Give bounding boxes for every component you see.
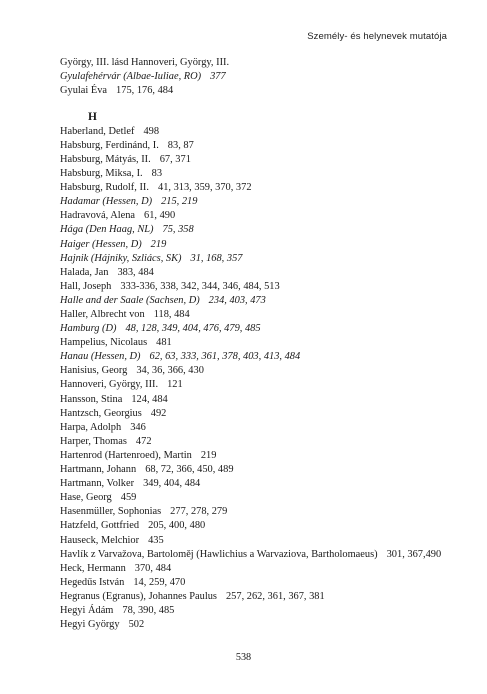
index-entry (60, 308, 460, 322)
index-entry (60, 181, 460, 195)
entry-name: Hauseck, Melchior (60, 534, 140, 546)
entry-pages: 34, 36, 366, 430 (136, 365, 204, 377)
index-entry (60, 322, 460, 336)
section-letter: H (88, 111, 97, 124)
index-entry (60, 576, 460, 590)
entry-pages: 41, 313, 359, 370, 372 (158, 182, 252, 194)
index-entry (60, 477, 460, 491)
index-entry (60, 167, 460, 181)
entry-pages: 301, 367,490 (386, 548, 442, 560)
entry-pages: 481 (156, 337, 172, 349)
index-entry (60, 421, 460, 435)
entry-name: Hadamar (Hessen, D) (60, 196, 153, 208)
index-entry (60, 84, 460, 98)
entry-name: Hantzsch, Georgius (60, 407, 142, 419)
entry-pages: 377 (210, 71, 226, 83)
entry-pages: 383, 484 (117, 266, 154, 278)
index-entry (60, 393, 460, 407)
index-entry (60, 238, 460, 252)
entry-name: Hansson, Stina (60, 393, 123, 405)
index-entry (60, 449, 460, 463)
index-column (60, 56, 460, 632)
entry-name: Habsburg, Rudolf, II. (60, 182, 149, 194)
entry-pages: 205, 400, 480 (148, 520, 206, 532)
index-entry (60, 336, 460, 350)
entry-pages: 215, 219 (161, 196, 198, 208)
entry-name: Hajnik (Hájniky, Szliács, SK) (60, 252, 182, 264)
pre-entries (60, 56, 460, 98)
index-entry (60, 491, 460, 505)
index-entry (60, 364, 460, 378)
page-number: 538 (235, 652, 252, 663)
index-entry (60, 378, 460, 392)
entry-name: Hadravová, Alena (60, 210, 136, 222)
entry-name: Harpa, Adolph (60, 421, 122, 433)
entry-pages: 219 (150, 238, 167, 250)
entry-pages: 124, 484 (131, 393, 168, 405)
entry-name: Halada, Jan (60, 266, 109, 278)
index-entry (60, 223, 460, 237)
index-entry (60, 604, 460, 618)
entry-pages: 83, 87 (167, 139, 194, 151)
entry-name: Hegyi Ádám (60, 604, 114, 616)
entry-name: Hall, Joseph (60, 280, 112, 292)
entry-pages: 370, 484 (134, 562, 172, 574)
index-entry (60, 195, 460, 209)
entry-pages: 502 (128, 619, 145, 631)
entry-pages: 257, 262, 361, 367, 381 (225, 590, 325, 602)
index-entry (60, 70, 460, 84)
entry-pages: 234, 403, 473 (208, 294, 266, 306)
index-entry (60, 294, 460, 308)
index-entry (60, 139, 460, 153)
entry-name: Hannoveri, György, III. (60, 379, 159, 391)
entry-pages: 31, 168, 357 (190, 252, 243, 264)
index-entry (60, 435, 460, 449)
index-entry (60, 252, 460, 266)
entry-pages: 61, 490 (144, 210, 176, 222)
entry-pages: 175, 176, 484 (116, 85, 174, 97)
entry-name: Habsburg, Miksa, I. (60, 168, 143, 180)
index-entry (60, 266, 460, 280)
entry-name: Hartmann, Johann (60, 464, 137, 476)
entry-pages: 68, 72, 366, 450, 489 (145, 464, 234, 476)
section-gap (60, 98, 460, 110)
entry-name: Hegyi György (60, 619, 120, 631)
running-head: Személy- és helynevek mutatója (307, 31, 447, 42)
entry-name: Halle and der Saale (Sachsen, D) (60, 294, 200, 306)
entry-name: Hága (Den Haag, NL) (60, 224, 154, 236)
entry-pages: 492 (150, 407, 167, 419)
index-entry (60, 519, 460, 533)
entry-pages: 498 (143, 125, 160, 137)
entry-name: Haller, Albrecht von (60, 309, 145, 320)
entry-pages: 459 (120, 492, 137, 504)
entry-name: Hartenrod (Hartenroed), Martin (60, 449, 192, 461)
entry-pages: 48, 128, 349, 404, 476, 479, 485 (125, 323, 261, 335)
entry-name: Harper, Thomas (60, 435, 127, 447)
entry-name: Habsburg, Mátyás, II. (60, 153, 151, 165)
index-entry (60, 548, 460, 562)
entry-pages: 435 (148, 534, 164, 546)
entry-name: Hegranus (Egranus), Johannes Paulus (60, 590, 217, 602)
index-entry (60, 505, 460, 519)
entry-pages: 14, 259, 470 (133, 576, 186, 588)
entry-name: Hegedűs István (60, 576, 125, 588)
entry-pages: 118, 484 (153, 309, 190, 320)
index-entries (60, 125, 460, 632)
entry-pages: 349, 404, 484 (143, 478, 201, 490)
index-entry (60, 618, 460, 632)
entry-pages: 277, 278, 279 (170, 506, 228, 518)
entry-name: Hasenmüller, Sophonias (60, 506, 162, 518)
index-entry (60, 56, 460, 70)
entry-name: György, III. lásd Hannoveri, György, III. (60, 57, 230, 68)
entry-name: Havlík z Varvažova, Bartoloměj (Hawlichius a Warvaziova, Bartholomaeus) (60, 548, 378, 560)
entry-name: Hamburg (D) (60, 323, 117, 335)
index-entry (60, 590, 460, 604)
entry-pages: 78, 390, 485 (122, 604, 175, 616)
entry-pages: 333-336, 338, 342, 344, 346, 484, 513 (120, 280, 280, 292)
entry-name: Gyulafehérvár (Albae-Iuliae, RO) (60, 71, 202, 83)
index-entry (60, 534, 460, 548)
index-entry (60, 125, 460, 139)
entry-pages: 75, 358 (162, 224, 194, 236)
index-entry (60, 562, 460, 576)
index-entry (60, 280, 460, 294)
entry-name: Hampelius, Nicolaus (60, 337, 148, 349)
entry-pages: 67, 371 (159, 153, 191, 165)
entry-name: Heck, Hermann (60, 562, 126, 574)
entry-name: Hase, Georg (60, 492, 112, 504)
entry-name: Hanau (Hessen, D) (60, 351, 141, 363)
entry-pages: 472 (135, 435, 152, 447)
index-entry (60, 463, 460, 477)
entry-pages: 83 (151, 168, 163, 180)
entry-name: Hartmann, Volker (60, 478, 135, 490)
entry-pages: 346 (130, 421, 146, 433)
entry-name: Hatzfeld, Gottfried (60, 520, 140, 532)
entry-name: Haberland, Detlef (60, 125, 135, 137)
entry-pages: 219 (200, 449, 217, 461)
index-entry (60, 407, 460, 421)
entry-name: Haiger (Hessen, D) (60, 238, 142, 250)
index-entry (60, 209, 460, 223)
entry-pages: 121 (167, 379, 183, 391)
entry-name: Habsburg, Ferdinánd, I. (60, 139, 159, 151)
entry-pages: 62, 63, 333, 361, 378, 403, 413, 484 (149, 351, 301, 363)
index-entry (60, 153, 460, 167)
entry-name: Hanisius, Georg (60, 365, 128, 377)
index-entry (60, 350, 460, 364)
entry-name: Gyulai Éva (60, 85, 108, 97)
